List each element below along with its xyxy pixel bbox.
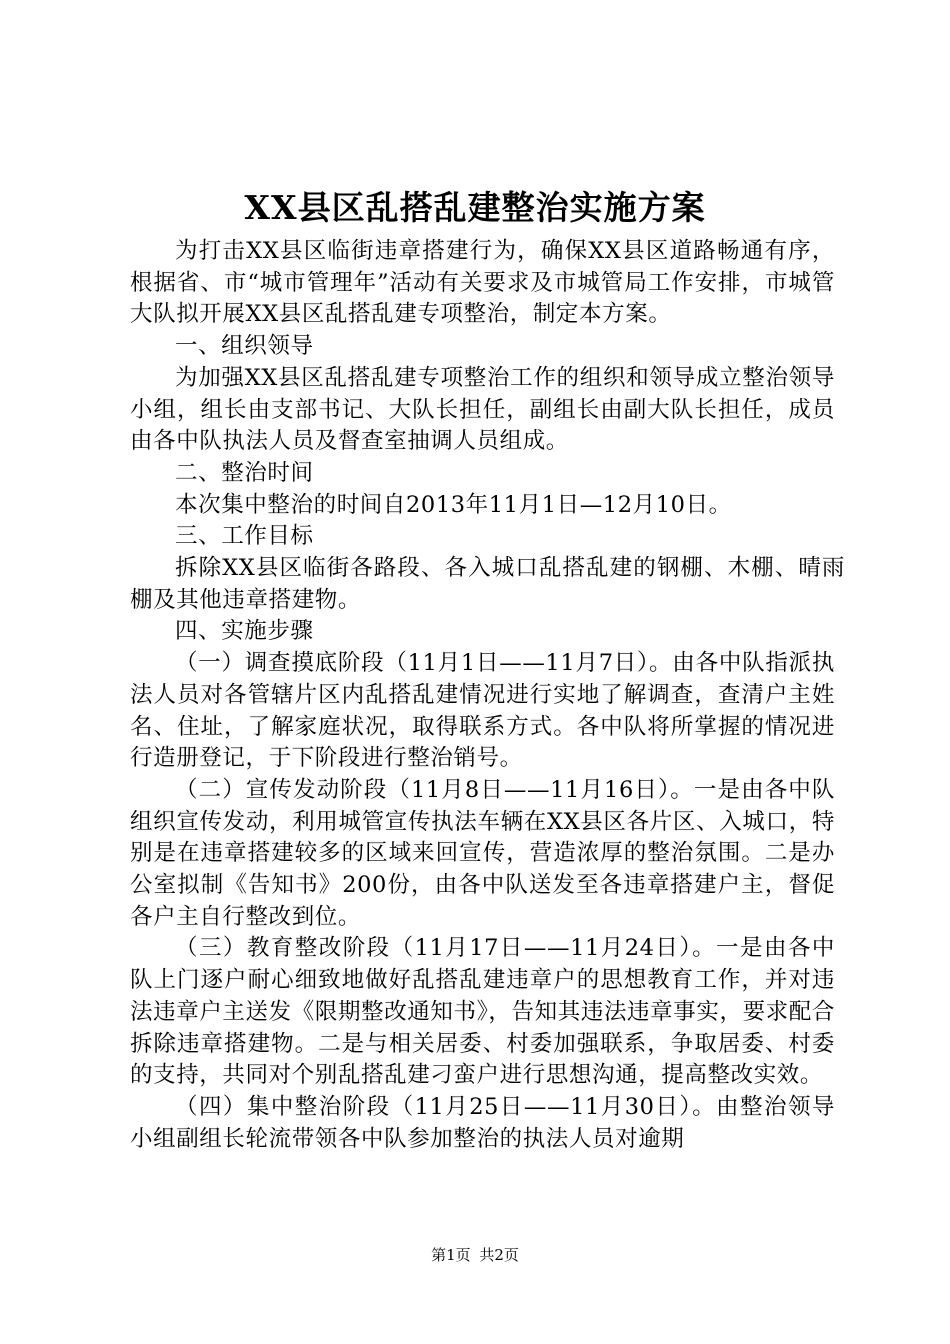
step-one-paragraph: （一）调查摸底阶段（11月1日——11月7日）。由各中队指派执法人员对各管辖片区内乱搭乱建情况进行实地了解调查，查清户主姓名、住址，了解家庭状况，取得联系方式。各中队将所掌握的情况进行造册登记，于下阶段进行整治销号。 bbox=[130, 650, 835, 772]
section-heading-steps: 四、实施步骤 bbox=[175, 618, 314, 645]
goal-paragraph: 拆除XX县区临街各路段、各入城口乱搭乱建的钢棚、木棚、晴雨棚及其他违章搭建物。 bbox=[130, 555, 845, 613]
document-title: XX县区乱搭乱建整治实施方案 bbox=[244, 188, 706, 227]
page-footer bbox=[0, 1245, 950, 1265]
time-paragraph: 本次集中整治的时间自2013年11月1日—12月10日。 bbox=[175, 491, 732, 518]
organization-paragraph: 为加强XX县区乱搭乱建专项整治工作的组织和领导成立整治领导小组，组长由支部书记、大队长担任，副组长由副大队长担任，成员由各中队执法人员及督查室抽调人员组成。 bbox=[130, 364, 835, 455]
step-four-paragraph: （四）集中整治阶段（11月25日——11月30日）。由整治领导小组副组长轮流带领各中队参加整治的执法人员对逾期 bbox=[130, 1093, 835, 1152]
section-heading-organization: 一、组织领导 bbox=[175, 333, 314, 360]
document-body bbox=[130, 236, 845, 1155]
section-heading-time: 二、整治时间 bbox=[175, 459, 314, 486]
intro-paragraph: 为打击XX县区临街违章搭建行为，确保XX县区道路畅通有序，根据省、市“城市管理年”活动有关要求及市城管局工作安排，市城管大队拟开展XX县区乱搭乱建专项整治，制定本方案。 bbox=[130, 238, 835, 328]
page-number: 第1页 bbox=[431, 1246, 471, 1264]
page-total: 共2页 bbox=[479, 1246, 519, 1264]
step-three-paragraph: （三）教育整改阶段（11月17日——11月24日）。一是由各中队上门逐户耐心细致地做好乱搭乱建违章户的思想教育工作，并对违法违章户主送发《限期整改通知书》，告知其违法违章事实，要求配合拆除违章搭建物。二是与相关居委、村委加强联系，争取居委、村委的支持，共同对个别乱搭乱建刁蛮户进行思想沟通，提高整改实效。 bbox=[130, 935, 835, 1089]
step-two-paragraph: （二）宣传发动阶段（11月8日——11月16日）。一是由各中队组织宣传发动，利用城管宣传执法车辆在XX县区各片区、入城口，特别是在违章搭建较多的区域来回宣传，营造浓厚的整治氛围。二是办公室拟制《告知书》200份，由各中队送发至各违章搭建户主，督促各户主自行整改到位。 bbox=[130, 776, 835, 930]
section-heading-goal: 三、工作目标 bbox=[175, 523, 314, 550]
